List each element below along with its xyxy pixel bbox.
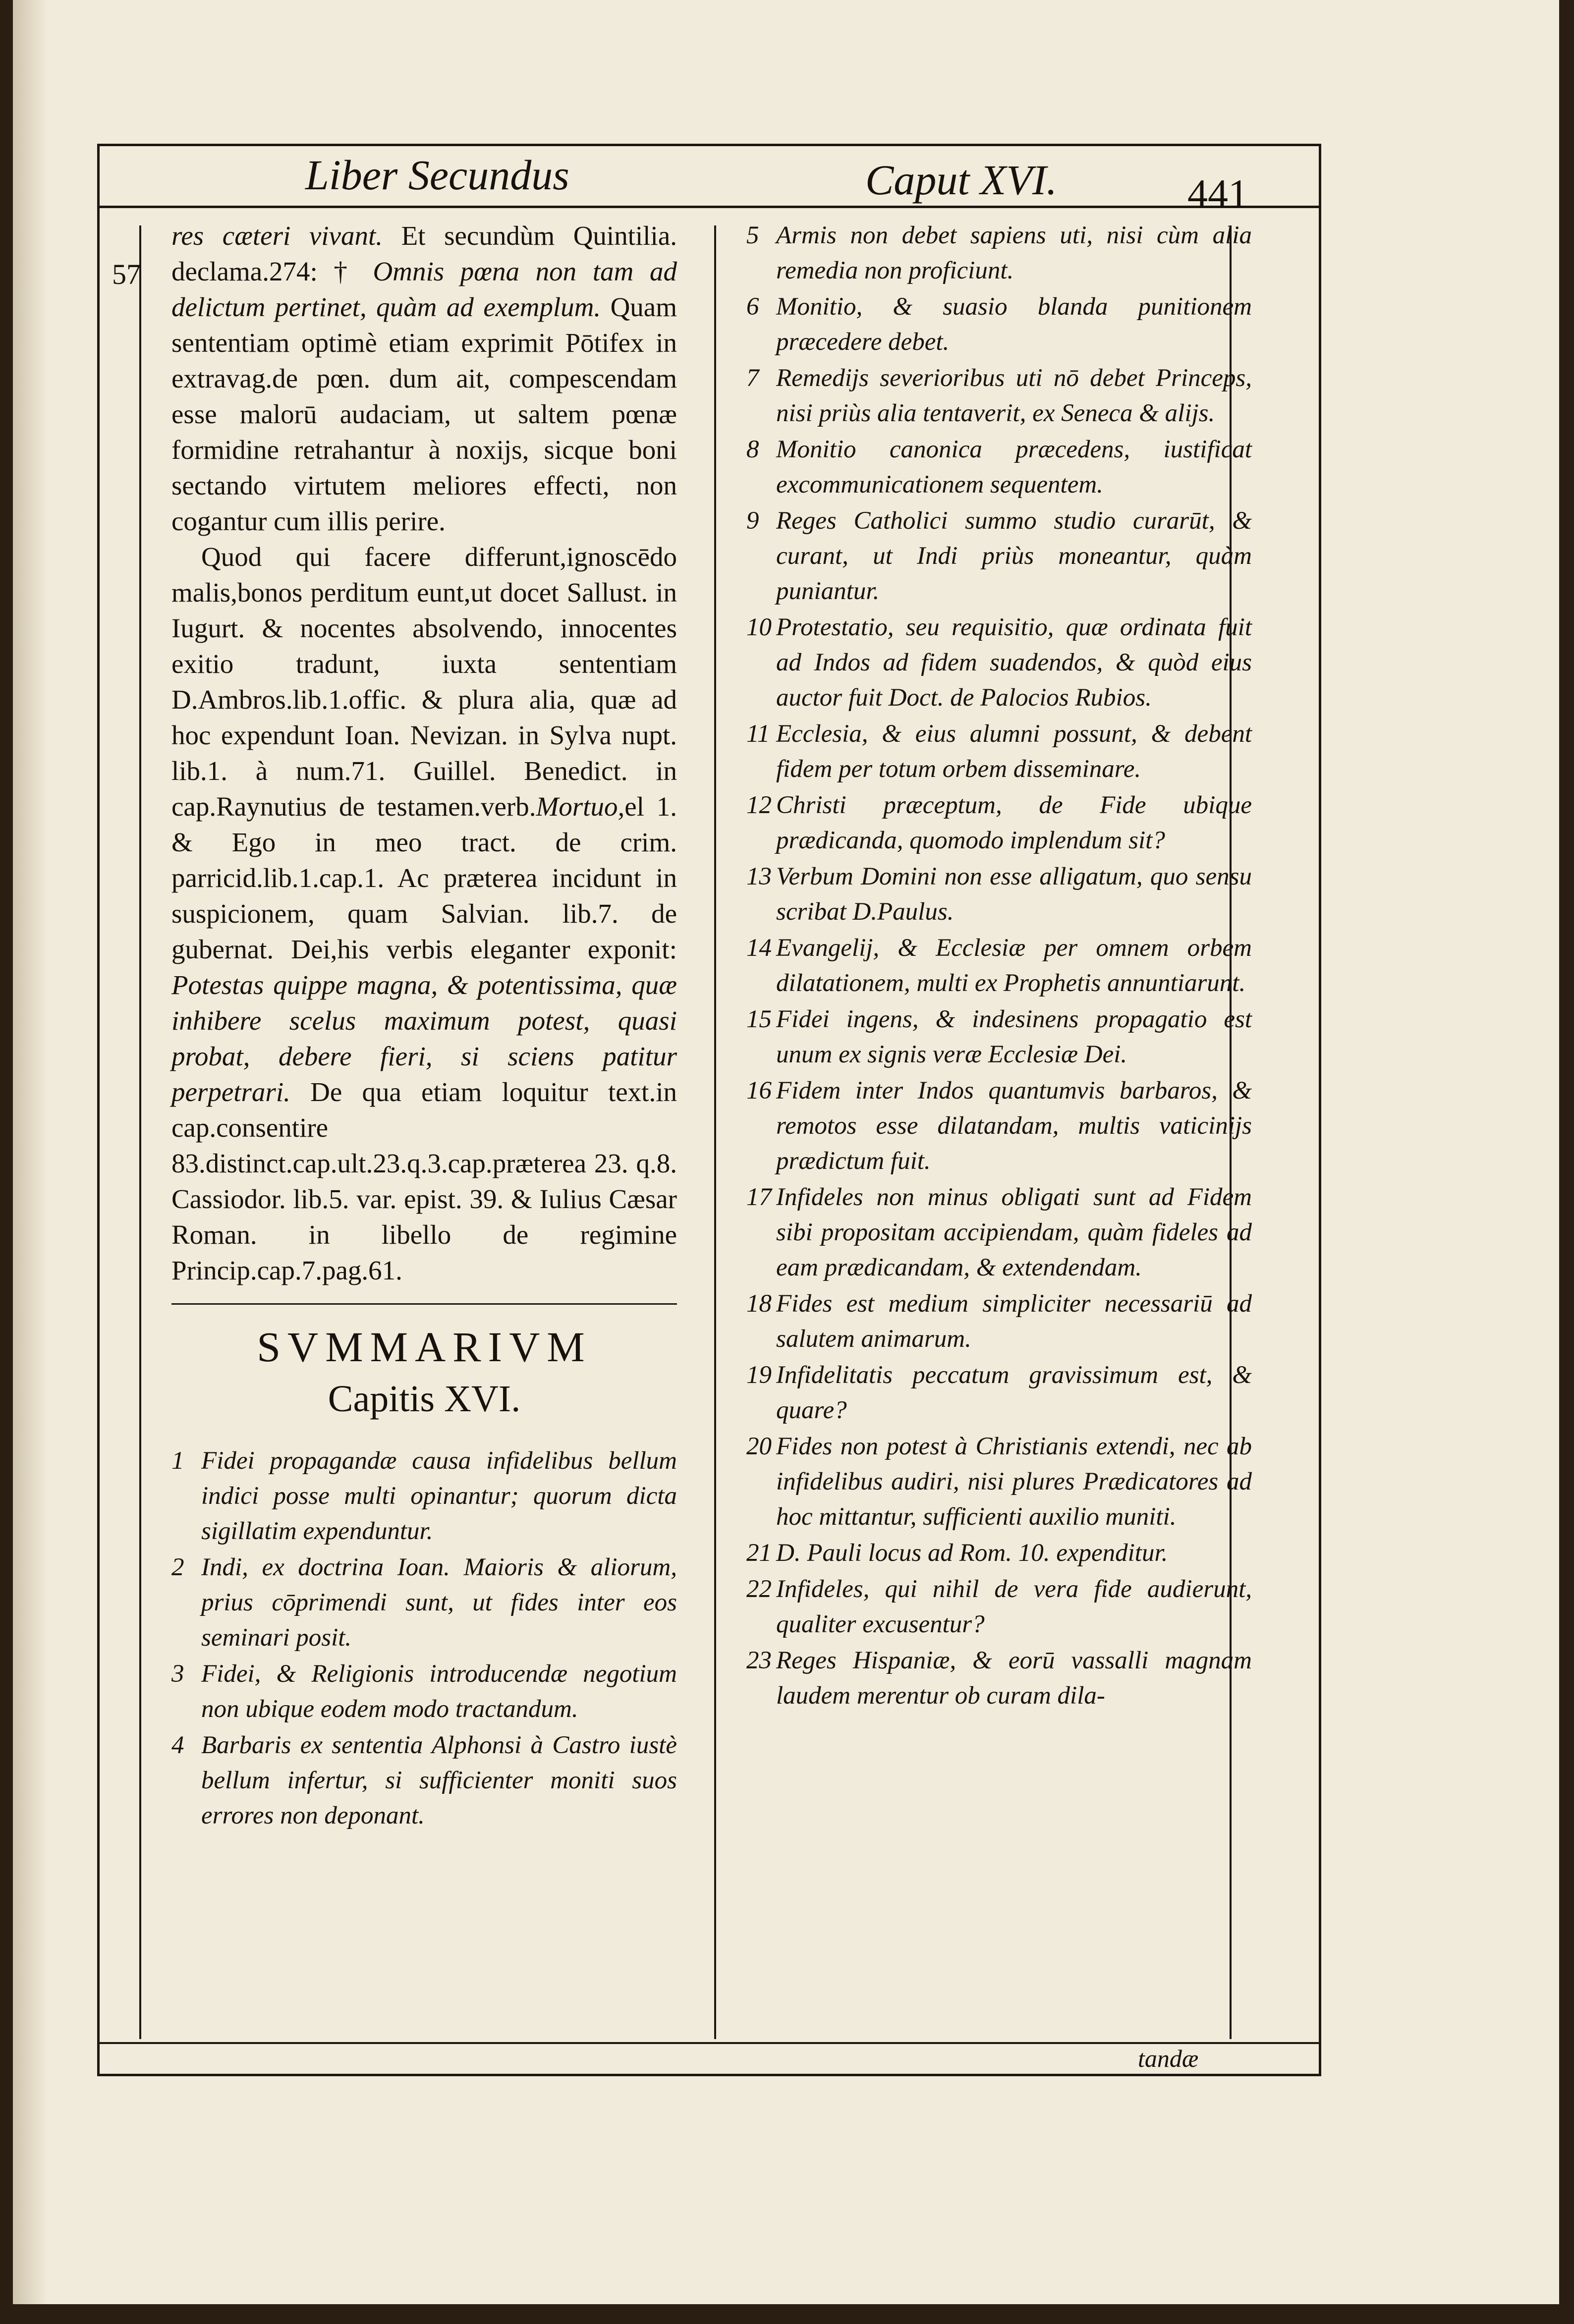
summary-item-text: Christi præceptum, de Fide ubique prædicanda, quomodo implendum sit? <box>776 791 1252 854</box>
summary-item-number: 15 <box>746 1005 772 1033</box>
summary-item-number: 19 <box>746 1361 772 1389</box>
summary-item-number: 3 <box>171 1660 184 1688</box>
summary-item <box>171 1443 677 1549</box>
summary-item-text: D. Pauli locus ad Rom. 10. expenditur. <box>776 1539 1168 1567</box>
summary-item <box>746 432 1252 502</box>
summary-item-number: 11 <box>746 720 770 748</box>
summary-item-text: Fidei ingens, & indesinens propagatio est unum ex signis veræ Ecclesiæ Dei. <box>776 1005 1252 1068</box>
page-number: 441 <box>1187 171 1248 216</box>
summary-item-number: 14 <box>746 934 772 962</box>
summary-item-text: Fidei propagandæ causa infidelibus bellum indici posse multi opinantur; quorum dicta sigillatim expenduntur. <box>201 1447 677 1545</box>
summary-item-number: 4 <box>171 1731 184 1759</box>
summary-item <box>171 1657 677 1727</box>
summary-item-number: 5 <box>746 221 759 249</box>
summary-list-right <box>746 218 1252 1714</box>
summary-item-text: Evangelij, & Ecclesiæ per omnem orbem dilatationem, multi ex Prophetis annuntiarunt. <box>776 934 1252 997</box>
summary-item-number: 16 <box>746 1077 772 1105</box>
summary-rule <box>171 1303 677 1305</box>
summary-item-number: 18 <box>746 1290 772 1318</box>
paragraph-1 <box>171 218 677 539</box>
summary-item-text: Infideles non minus obligati sunt ad Fidem sibi propositam accipiendam, quàm fideles ad eam prædicandam, & extendendam. <box>776 1183 1252 1281</box>
running-head-right: Caput XVI. <box>865 156 1057 204</box>
summary-item-text: Protestatio, seu requisitio, quæ ordinata fuit ad Indos ad fidem suadendos, & quòd eius auctor fuit Doct. de Palocios Rubios. <box>776 613 1252 712</box>
summary-item <box>746 717 1252 787</box>
summary-subtitle: Capitis XVI. <box>328 1378 521 1420</box>
summary-item <box>746 788 1252 858</box>
summary-item <box>746 610 1252 716</box>
summary-item-number: 12 <box>746 791 772 819</box>
text-run: Omnis pœna non tam ad delictum pertinet, quàm ad exemplum. <box>171 256 677 322</box>
left-body-text <box>171 218 677 1288</box>
summary-item-text: Infideles, qui nihil de vera fide audierunt, qualiter excusentur? <box>776 1575 1252 1638</box>
summary-item-text: Fidei, & Religionis introducendæ negotium non ubique eodem modo tractandum. <box>201 1660 677 1723</box>
summary-item <box>746 218 1252 288</box>
summary-item-number: 23 <box>746 1647 772 1674</box>
summary-item-text: Fides est medium simpliciter necessariū ad salutem animarum. <box>776 1290 1252 1353</box>
summary-item <box>746 1643 1252 1714</box>
binding-gutter <box>13 0 48 2304</box>
marginal-number: 57 <box>112 258 141 290</box>
summary-item-text: Fides non potest à Christianis extendi, nec ab infidelibus audiri, nisi plures Prædicatores ad hoc mittantur, sufficienti auxilio muniti. <box>776 1433 1252 1531</box>
text-run: Quam sententiam optimè etiam exprimit Pōtifex in extravag.de pœn. dum ait, compescendam esse malorū audaciam, ut saltem pœnæ formidine retrahantur à noxijs, sicque boni sectando virtutem meliores effecti, non cogantur cum illis perire. <box>171 292 677 536</box>
summary-item-text: Fidem inter Indos quantumvis barbaros, & remotos esse dilatandam, multis vaticinijs prædictum fuit. <box>776 1077 1252 1175</box>
summary-item-number: 10 <box>746 613 772 641</box>
summary-item <box>746 1572 1252 1642</box>
book-page <box>13 0 1559 2304</box>
text-run: Mortuo, <box>536 791 625 822</box>
column-divider <box>714 225 716 2039</box>
summary-item <box>746 289 1252 360</box>
text-run: Quod qui facere differunt,ignoscēdo malis,bonos perditum eunt,ut docet Sallust. in Iugurt. & nocentes absolvendo, innocentes exitio tradunt, iuxta sententiam D.Ambros.lib.1.offic. & plura alia, quæ ad hoc expendunt Ioan. Nevizan. in Sylva nupt. lib.1. à num.71. Guillel. Benedict. in cap.Raynutius de testamen.verb. <box>171 542 677 822</box>
summary-item <box>746 859 1252 930</box>
paragraph-2 <box>171 539 677 1288</box>
summary-title: SVMMARIVM <box>257 1323 592 1371</box>
text-run: el 1. & Ego in meo tract. de crim. parricid.lib.1.cap.1. Ac præterea incidunt in suspicionem, quam Salvian. lib.7. de gubernat. Dei,his verbis eleganter exponit: <box>171 791 677 964</box>
summary-item-text: Reges Hispaniæ, & eorū vassalli magnam laudem merentur ob curam dila- <box>776 1647 1252 1710</box>
summary-item-text: Monitio, & suasio blanda punitionem præcedere debet. <box>776 293 1252 356</box>
right-column <box>746 218 1252 1715</box>
summary-item-text: Remedijs severioribus uti nō debet Princeps, nisi priùs alia tentaverit, ex Seneca & alijs. <box>776 364 1252 427</box>
summary-item-number: 22 <box>746 1575 772 1603</box>
summary-item-text: Infidelitatis peccatum gravissimum est, & quare? <box>776 1361 1252 1424</box>
summary-item <box>746 931 1252 1001</box>
summary-item-text: Reges Catholici summo studio curarūt, & curant, ut Indi priùs moneantur, quàm puniantur. <box>776 507 1252 605</box>
summary-item-text: Indi, ex doctrina Ioan. Maioris & aliorum, prius cōprimendi sunt, ut fides inter eos seminari posit. <box>201 1553 677 1652</box>
summary-item-number: 13 <box>746 863 772 890</box>
summary-item-number: 6 <box>746 293 759 321</box>
text-run: Et secundùm Quintilia. declama.274: † <box>171 221 677 286</box>
summary-item-number: 17 <box>746 1183 772 1211</box>
summary-item <box>171 1550 677 1656</box>
summary-item-text: Ecclesia, & eius alumni possunt, & debent fidem per totum orbem disseminare. <box>776 720 1252 783</box>
summary-item-text: Barbaris ex sententia Alphonsi à Castro iustè bellum infertur, si sufficienter moniti suos errores non deponant. <box>201 1731 677 1829</box>
summary-item-number: 9 <box>746 507 759 535</box>
summary-item-text: Verbum Domini non esse alligatum, quo sensu scribat D.Paulus. <box>776 863 1252 926</box>
summary-item-number: 8 <box>746 436 759 463</box>
text-run: De qua etiam loquitur text.in cap.consentire 83.distinct.cap.ult.23.q.3.cap.præterea 23. q.8. Cassiodor. lib.5. var. epist. 39. & Iulius Cæsar Roman. in libello de regimine Princip.cap.7.pag.61. <box>171 1077 677 1285</box>
summary-item-number: 2 <box>171 1553 184 1581</box>
summary-item <box>746 1536 1252 1571</box>
footer-rule <box>100 2042 1319 2044</box>
left-inner-rule <box>139 225 141 2039</box>
summary-item <box>746 1180 1252 1285</box>
summary-item-text: Monitio canonica præcedens, iustificat excommunicationem sequentem. <box>776 436 1252 498</box>
summary-item <box>746 1429 1252 1535</box>
summary-item <box>746 361 1252 431</box>
text-run: res cæteri vivant. <box>171 221 383 251</box>
summary-item-number: 20 <box>746 1433 772 1460</box>
summary-item <box>746 1358 1252 1428</box>
catchword: tandæ <box>1138 2045 1199 2072</box>
left-column <box>171 218 677 1834</box>
summary-item-number: 21 <box>746 1539 772 1567</box>
summary-item <box>171 1728 677 1833</box>
summary-item <box>746 1073 1252 1179</box>
summary-item-number: 1 <box>171 1447 184 1475</box>
summary-item <box>746 1002 1252 1072</box>
summary-item-number: 7 <box>746 364 759 392</box>
header-rule <box>100 206 1319 208</box>
text-run: Potestas quippe magna, & potentissima, quæ inhibere scelus maximum potest, quasi probat, debere fieri, si sciens patitur perpetrari. <box>171 970 677 1107</box>
summary-item <box>746 1286 1252 1357</box>
summary-list-left <box>171 1443 677 1833</box>
running-head-left: Liber Secundus <box>305 151 569 199</box>
summary-item <box>746 503 1252 609</box>
summary-item-text: Armis non debet sapiens uti, nisi cùm alia remedia non proficiunt. <box>776 221 1252 284</box>
